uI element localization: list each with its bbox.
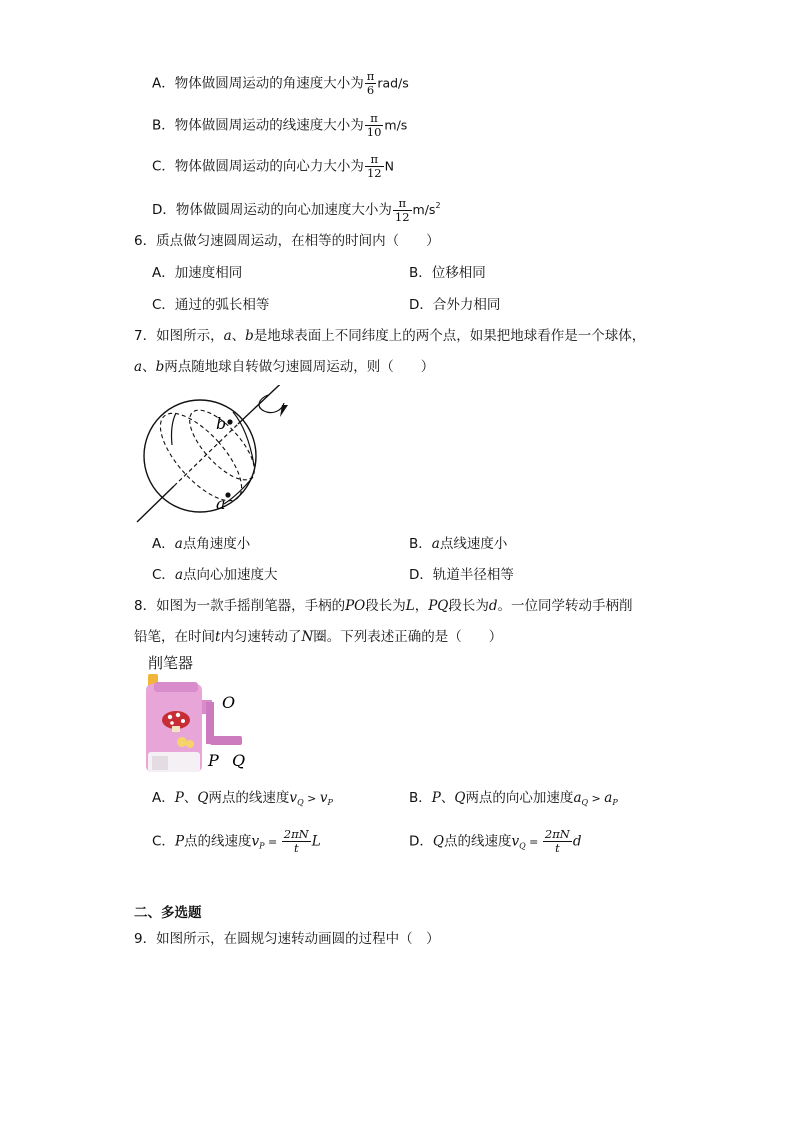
rotation-axis-lower xyxy=(137,486,174,522)
rotation-arrowhead xyxy=(280,405,288,417)
sharpener-caption: 削笔器 xyxy=(148,654,194,672)
mushroom-stem xyxy=(172,726,180,732)
latitude-circle-a-front xyxy=(172,413,254,504)
pencil-sharpener-figure xyxy=(140,672,260,776)
label-b: b xyxy=(216,414,227,433)
q6-option-a: A．加速度相同 xyxy=(152,265,243,281)
q7-option-c: C．a点向心加速度大 xyxy=(152,567,278,583)
q8-stem-line1: 8．如图为一款手摇削笔器，手柄的PO段长为L，PQ段长为d。一位同学转动手柄削 xyxy=(134,598,633,614)
earth-sphere xyxy=(144,400,256,512)
q7-option-d: D．轨道半径相等 xyxy=(409,567,514,583)
q5-option-b: B．物体做圆周运动的线速度大小为 $\frac{\pi}{10}$ m/s xyxy=(152,111,408,139)
q5-option-d: D．物体做圆周运动的向心加速度大小为 $\frac{\pi}{12}$ $m/s^2$ xyxy=(152,195,441,224)
bow-decoration xyxy=(177,737,187,747)
q5-option-a: A．物体做圆周运动的角速度大小为 $\frac{\pi}{6}$ rad/s xyxy=(152,69,409,97)
point-b xyxy=(227,419,232,424)
q8-option-c: C．P点的线速度$v_P$ = $\frac{2\pi N}{t}$ L xyxy=(152,827,321,855)
q7-stem-line1: 7．如图所示，a、b是地球表面上不同纬度上的两个点，如果把地球看作是一个球体， xyxy=(134,328,646,344)
earth-rotation-figure xyxy=(130,385,300,530)
section-multiple-choice-title: 二、多选题 xyxy=(134,905,202,921)
label-a: a xyxy=(216,494,226,513)
label-Q: Q xyxy=(232,751,246,770)
q8-option-a: A．P、Q两点的线速度$v_Q > v_P$ xyxy=(152,790,333,807)
q5-option-c: C．物体做圆周运动的向心力大小为 $\frac{\pi}{12}$ N xyxy=(152,152,394,180)
label-P: P xyxy=(208,751,219,770)
point-a xyxy=(225,492,230,497)
q7-option-a: A．a点角速度小 xyxy=(152,536,251,552)
q8-option-b: B．P、Q两点的向心加速度$a_Q > a_P$ xyxy=(409,790,618,807)
q6-option-d: D．合外力相同 xyxy=(409,297,501,313)
q7-option-b: B．a点线速度小 xyxy=(409,536,508,552)
q6-option-b: B．位移相同 xyxy=(409,265,486,281)
q6-stem: 6．质点做匀速圆周运动，在相等的时间内（ ） xyxy=(134,233,440,249)
sharpener-top xyxy=(154,682,198,692)
q8-stem-line2: 铅笔，在时间t内匀速转动了N圈。下列表述正确的是（ ） xyxy=(134,629,503,645)
q8-option-d: D．Q点的线速度$v_Q$ = $\frac{2\pi N}{t}$ d xyxy=(409,827,582,855)
label-O: O xyxy=(222,693,236,712)
crank-grip xyxy=(210,736,242,745)
q6-option-c: C．通过的弧长相等 xyxy=(152,297,270,313)
q7-stem-line2: a、b两点随地球自转做匀速圆周运动，则（ ） xyxy=(134,359,435,375)
q9-stem: 9．如图所示，在圆规匀速转动画圆的过程中（ ） xyxy=(134,931,440,947)
rotation-arrow xyxy=(259,395,284,413)
